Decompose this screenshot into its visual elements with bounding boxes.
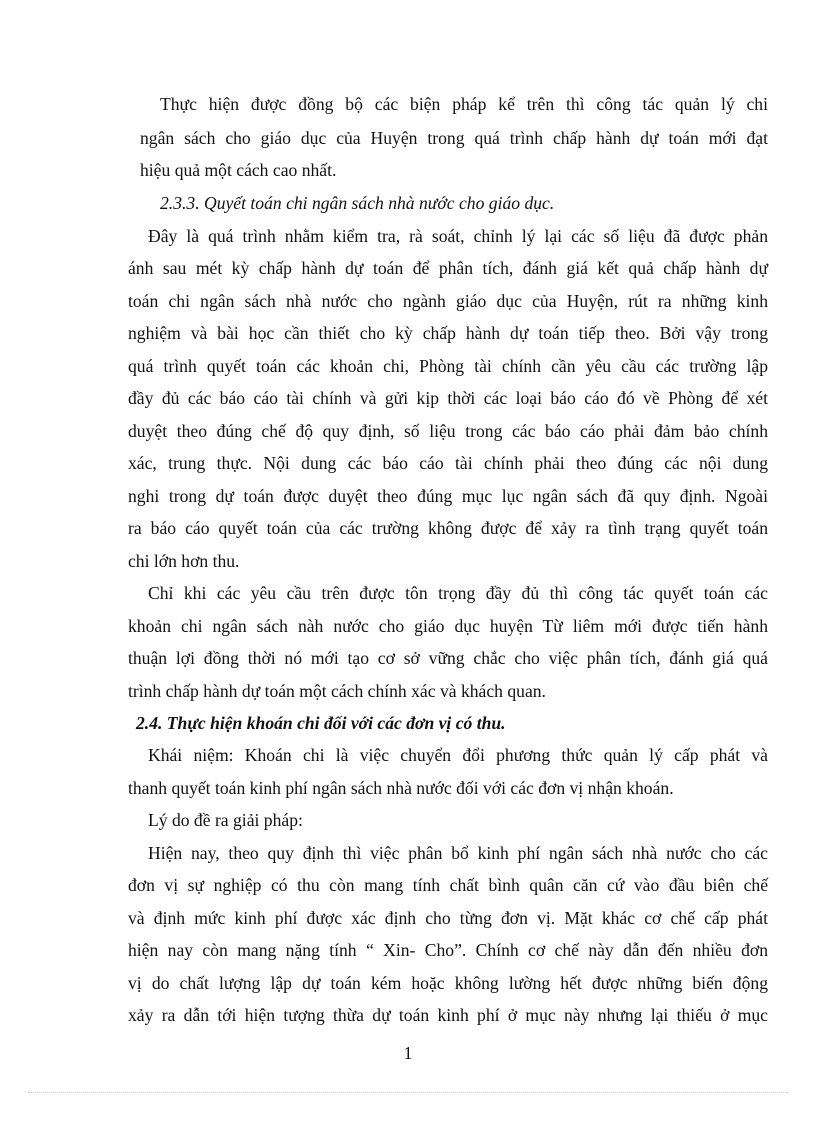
paragraph-line: khoản chi ngân sách nàh nước cho giáo dục huyện Từ liêm mới được tiến hành [128, 616, 768, 636]
paragraph-line: thuận lợi đồng thời nó mới tạo cơ sở vững chắc cho việc phân tích, đánh giá quá [128, 648, 768, 668]
paragraph-line: Khái niệm: Khoán chi là việc chuyển đổi phương thức quản lý cấp phát và [148, 745, 768, 765]
section-heading-2-4: 2.4. Thực hiện khoán chi đối với các đơn vị có thu. [136, 713, 506, 733]
paragraph-line: ánh sau mét kỳ chấp hành dự toán để phân tích, đánh giá kết quả chấp hành dự [128, 258, 768, 278]
paragraph-line: quá trình quyết toán các khoản chi, Phòng tài chính cần yêu cầu các trường lập [128, 356, 768, 376]
paragraph-line: nghiệm và bài học cần thiết cho kỳ chấp hành dự toán tiếp theo. Bởi vậy trong [128, 323, 768, 343]
paragraph-line: và định mức kinh phí được xác định cho từng đơn vị. Mặt khác cơ chế cấp phát [128, 908, 768, 928]
paragraph-line: Thực hiện được đồng bộ các biện pháp kể trên thì công tác quản lý chi [160, 94, 768, 114]
paragraph-line: ngân sách cho giáo dục của Huyện trong quá trình chấp hành dự toán mới đạt [140, 128, 768, 148]
paragraph-line: chi lớn hơn thu. [128, 551, 240, 571]
paragraph-line: trình chấp hành dự toán một cách chính xác và khách quan. [128, 681, 546, 701]
section-heading-2-3-3: 2.3.3. Quyết toán chi ngân sách nhà nước cho giáo dục. [160, 193, 555, 213]
page-footer-divider [28, 1092, 788, 1093]
paragraph-line: vị do chất lượng lập dự toán kém hoặc không lường hết được những biến động [128, 973, 768, 993]
paragraph-line: xác, trung thực. Nội dung các báo cáo tài chính phải theo đúng các nội dung [128, 453, 768, 473]
paragraph-line: hiện nay còn mang nặng tính “ Xin- Cho”. Chính cơ chế này dẫn đến nhiều đơn [128, 940, 768, 960]
paragraph-line: toán chi ngân sách nhà nước cho ngành giáo dục của Huyện, rút ra những kinh [128, 291, 768, 311]
paragraph-line: Hiện nay, theo quy định thì việc phân bổ kinh phí ngân sách nhà nước cho các [148, 843, 768, 863]
page-number: 1 [403, 1043, 413, 1063]
paragraph-line: đầy đủ các báo cáo tài chính và gửi kịp thời các loại báo cáo đó về Phòng để xét [128, 388, 768, 408]
paragraph-line: nghi trong dự toán được duyệt theo đúng mục lục ngân sách đã quy định. Ngoài [128, 486, 768, 506]
paragraph-line: Đây là quá trình nhằm kiểm tra, rà soát, chỉnh lý lại các số liệu đã được phản [148, 226, 768, 246]
paragraph-line: duyệt theo đúng chế độ quy định, số liệu trong các báo cáo phải đảm bảo chính [128, 421, 768, 441]
paragraph-line: đơn vị sự nghiệp có thu còn mang tính chất bình quân căn cứ vào đầu biên chế [128, 875, 768, 895]
paragraph-line: thanh quyết toán kinh phí ngân sách nhà nước đối với các đơn vị nhận khoán. [128, 778, 674, 798]
paragraph-line: Chỉ khi các yêu cầu trên được tôn trọng đầy đủ thì công tác quyết toán các [148, 583, 768, 603]
paragraph-line: hiệu quả một cách cao nhất. [140, 160, 337, 180]
paragraph-line: Lý do đề ra giải pháp: [148, 810, 303, 830]
paragraph-line: xảy ra dẫn tới hiện tượng thừa dự toán kinh phí ở mục này nhưng lại thiếu ở mục [128, 1005, 768, 1025]
paragraph-line: ra báo cáo quyết toán của các trường không được để xảy ra tình trạng quyết toán [128, 518, 768, 538]
